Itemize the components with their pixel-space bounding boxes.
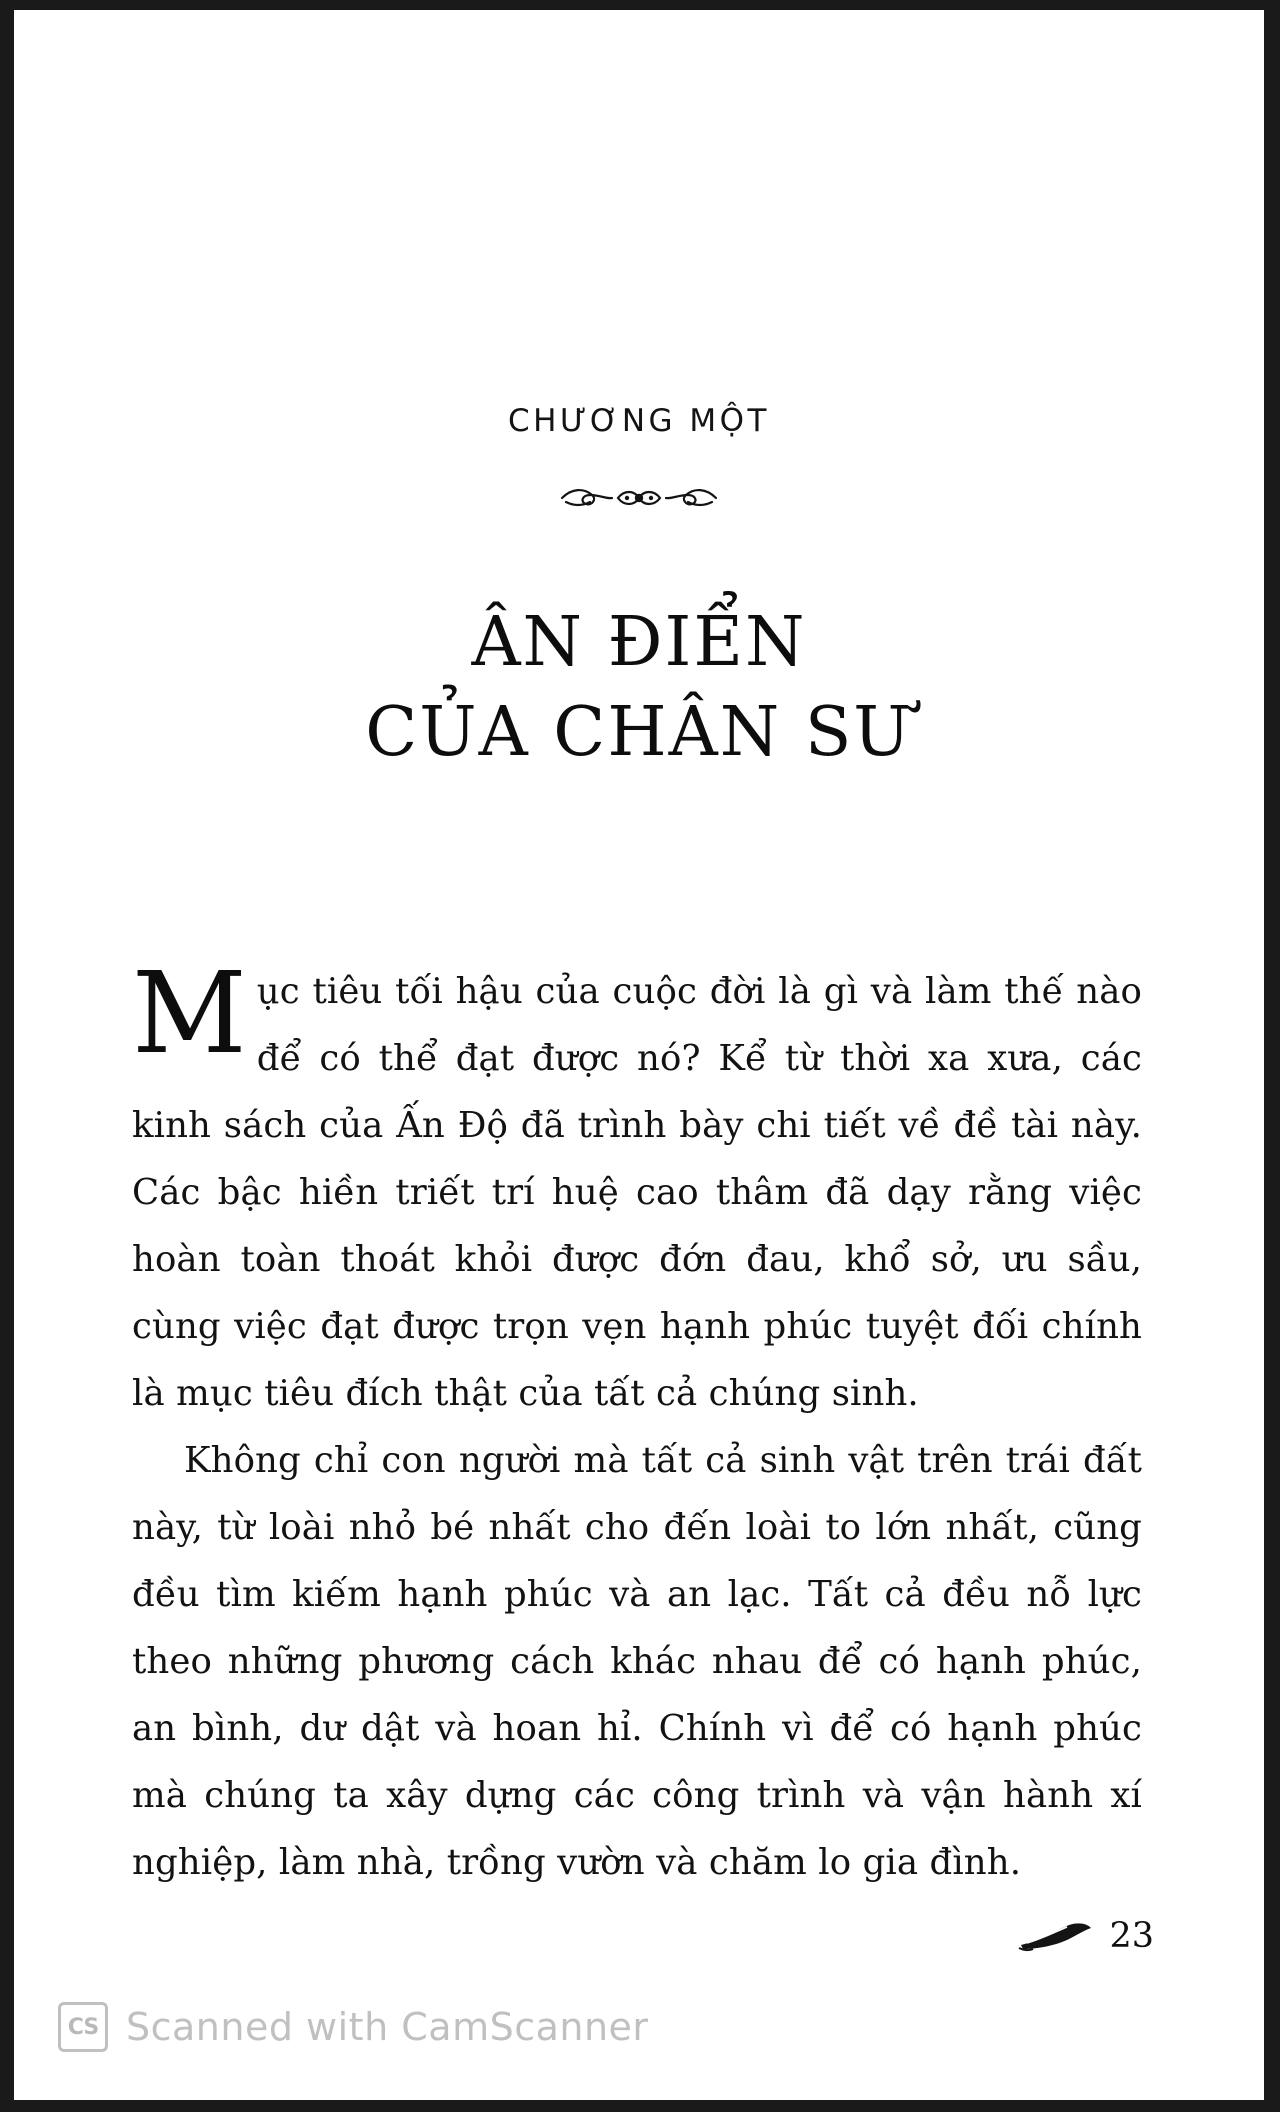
camscanner-watermark — [58, 2002, 649, 2052]
body-text — [132, 949, 1142, 1896]
paragraph-2: Không chỉ con người mà tất cả sinh vật trên trái đất này, từ loài nhỏ bé nhất cho đến loài to lớn nhất, cũng đều tìm kiếm hạnh phúc và an lạc. Tất cả đều nỗ lực theo những phương cách khác nhau để có hạnh phúc, an bình, dư dật và hoan hỉ. Chính vì để có hạnh phúc mà chúng ta xây dựng các công trình và vận hành xí nghiệp, làm nhà, trồng vườn và chăm lo gia đình. — [132, 1440, 1142, 1883]
paragraph-1 — [132, 949, 1142, 1427]
drop-cap: M — [132, 949, 247, 1079]
page-number: 23 — [1109, 1916, 1154, 1956]
book-page — [14, 10, 1264, 2100]
camscanner-logo-icon: CS — [58, 2002, 108, 2052]
floral-divider-icon — [14, 478, 1264, 518]
page-edge-right — [1264, 0, 1280, 2112]
page-title — [14, 598, 1264, 778]
paragraph-1-text: ục tiêu tối hậu của cuộc đời là gì và làm thế nào để có thể đạt được nó? Kể từ thời xa xưa, các kinh sách của Ấn Độ đã trình bày chi tiết về đề tài này. Các bậc hiền triết trí huệ cao thâm đã dạy rằng việc hoàn toàn thoát khỏi được đớn đau, khổ sở, ưu sầu, cùng việc đạt được trọn vẹn hạnh phúc tuyệt đối chính là mục tiêu đích thật của tất cả chúng sinh. — [132, 971, 1142, 1414]
page-edge-top — [0, 0, 1280, 10]
leaf-flourish-icon — [1017, 1919, 1095, 1953]
camscanner-watermark-label: Scanned with CamScanner — [126, 2005, 649, 2049]
page-edge-bottom — [0, 2100, 1280, 2112]
page-folio — [1017, 1916, 1154, 1956]
page-edge-left — [0, 0, 14, 2112]
chapter-title-line-2: CỦA CHÂN SƯ — [365, 692, 913, 772]
chapter-kicker: CHƯƠNG MỘT — [507, 403, 770, 439]
chapter-title-line-1: ÂN ĐIỂN — [471, 602, 807, 682]
